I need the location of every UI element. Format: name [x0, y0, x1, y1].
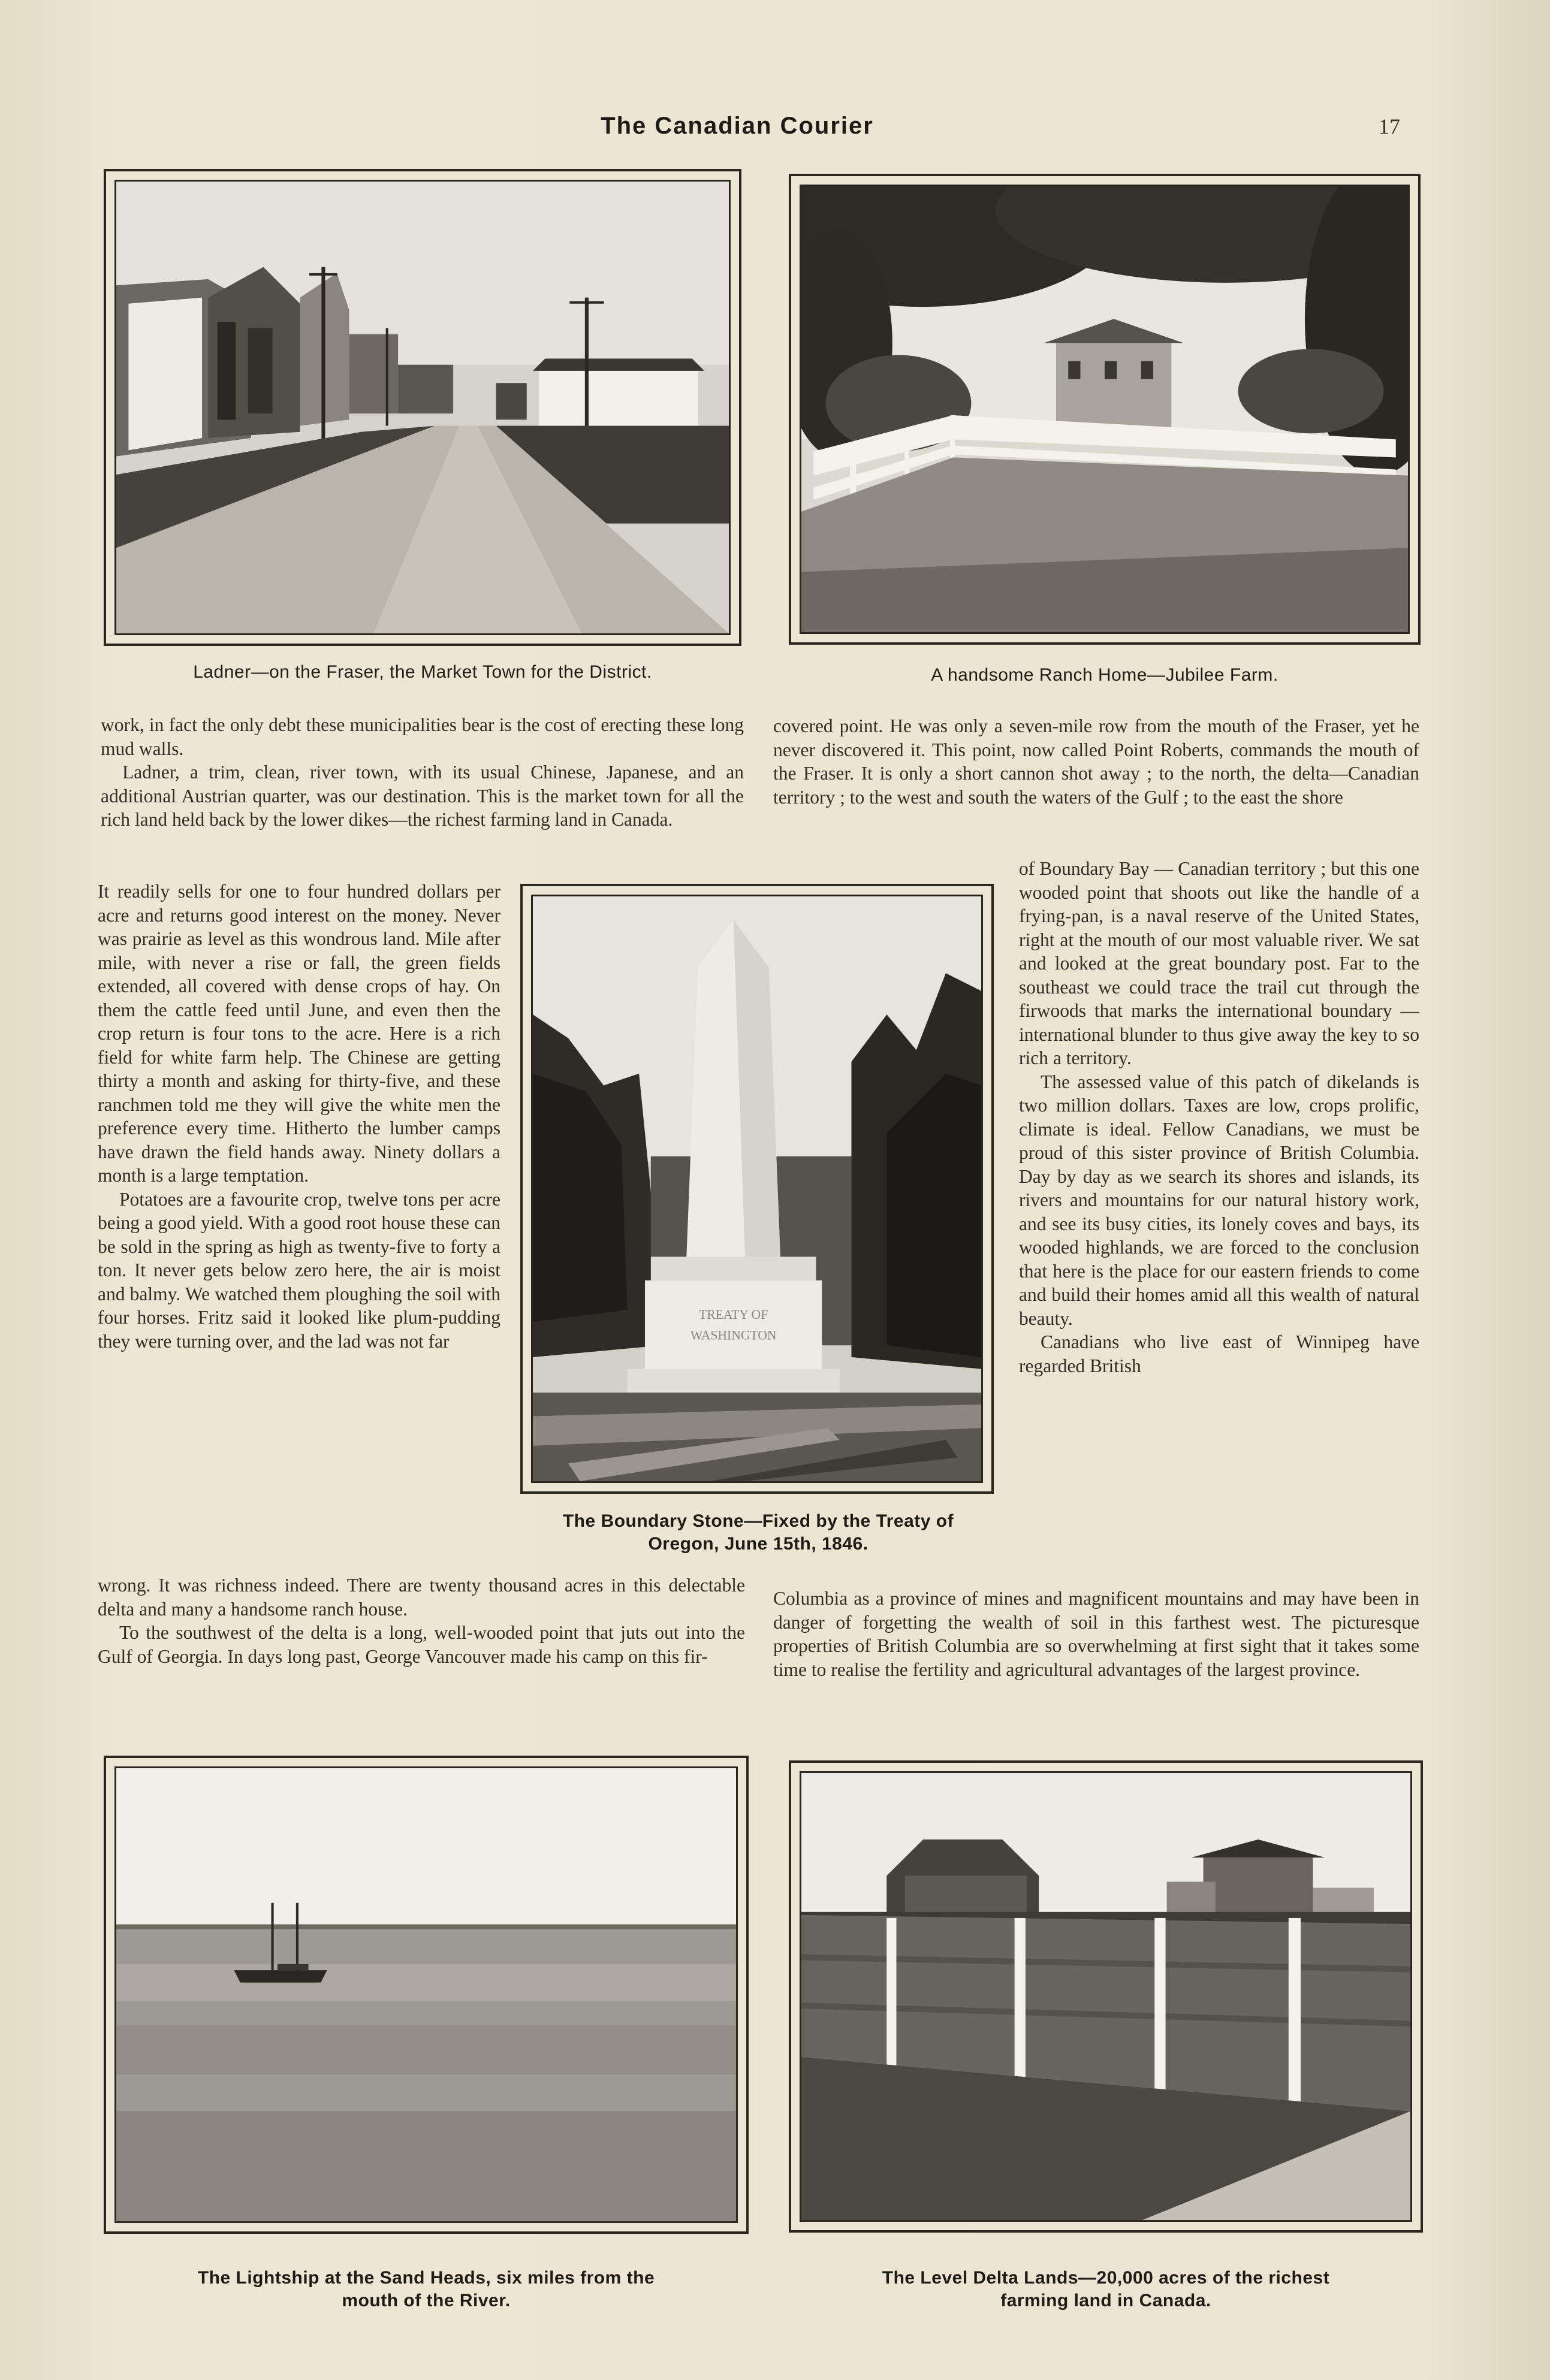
caption-delta-line1: The Level Delta Lands—20,000 acres of the richest — [882, 2268, 1330, 2288]
article-right-narrow — [1019, 857, 1419, 1378]
photo-boundary-frame — [520, 884, 994, 1494]
paragraph: To the southwest of the delta is a long, well-wooded point that juts out into the Gulf of Georgia. In days long past, George Vancouver made his camp on this fir- — [98, 1622, 745, 1667]
photo-ranch-frame — [789, 174, 1421, 645]
ladner-street-image — [116, 182, 729, 633]
caption-ranch: A handsome Ranch Home—Jubilee Farm. — [931, 665, 1278, 685]
paragraph: Ladner, a trim, clean, river town, with its usual Chinese, Japanese, and an additional Austrian quarter, was our destination. This is the market town for all the rich land held back by the lower dikes—the richest farming land in Canada. — [101, 762, 744, 830]
paragraph: of Boundary Bay — Canadian territory ; but this one wooded point that shoots out like the handle of a frying-pan, is a naval reserve of the United States, right at the mouth of our most valuable river. We sat and looked at the great boundary post. Far to the southeast we could trace the trail cut through the firwoods that marks the international boundary — international blunder to thus give away the key to so rich a territory. — [1019, 858, 1419, 1068]
photo-ladner — [114, 180, 731, 635]
paragraph: Potatoes are a favourite crop, twelve tons per acre being a good yield. With a good root house these can be sold in the spring as high as twenty-five to forty a ton. It never gets below zero here, the air is moist and balmy. We watched them ploughing the soil with four horses. Fritz said it looked like plum-pudding they were turning over, and the lad was not far — [98, 1188, 500, 1352]
photo-ladner-frame — [104, 169, 741, 646]
caption-boundary-line2: Oregon, June 15th, 1846. — [648, 1534, 869, 1554]
caption-lightship-line2: mouth of the River. — [342, 2291, 511, 2310]
paragraph: covered point. He was only a seven-mile row from the mouth of the Fraser, yet he never discovered it. This point, now called Point Roberts, commands the mouth of the Fraser. It is only a short cannon shot away ; to the north, the delta—Canadian territory ; to the west and south the waters of the Gulf ; to the east the shore — [773, 715, 1419, 808]
paragraph: It readily sells for one to four hundred dollars per acre and returns good interest on the money. Never was prairie as level as this wondrous land. Mile after mile, with never a rise or fall, the green fields extended, all covered with dense crops of hay. On them the cattle feed until June, and even then the crop return is four tons to the acre. Here is a rich field for white farm help. The Chinese are getting thirty a month and asking for thirty-five, and these ranchmen told me they will give the white men the preference every time. Hitherto the lumber camps have drawn the field hands away. Ninety dollars a month is a large temptation. — [98, 881, 500, 1186]
caption-lightship — [104, 2267, 749, 2312]
caption-boundary-line1: The Boundary Stone—Fixed by the Treaty of — [562, 1511, 954, 1531]
article-left-top — [101, 713, 744, 832]
page-header — [0, 113, 1550, 149]
photo-boundary — [531, 895, 983, 1483]
photo-lightship — [114, 1766, 738, 2223]
photo-delta — [800, 1771, 1412, 2222]
paragraph: work, in fact the only debt these municipalities bear is the cost of erecting these long mud walls. — [101, 714, 744, 759]
paragraph: wrong. It was richness indeed. There are twenty thousand acres in this delectable delta and many a handsome ranch house. — [98, 1575, 745, 1620]
caption-boundary — [515, 1510, 1001, 1556]
article-left-narrow — [98, 880, 500, 1353]
delta-lands-image — [801, 1773, 1410, 2220]
paragraph: Canadians who live east of Winnipeg have regarded British — [1019, 1331, 1419, 1376]
article-right-top — [773, 714, 1419, 809]
masthead-title: The Canadian Courier — [601, 113, 874, 139]
ranch-home-image — [801, 186, 1408, 632]
caption-ladner: Ladner—on the Fraser, the Market Town for the District. — [193, 662, 652, 682]
paragraph: The assessed value of this patch of dikelands is two million dollars. Taxes are low, crops prolific, climate is ideal. Fellow Canadians, we must be proud of this sister province of British Columbia. Day by day as we search its shores and islands, its rivers and mountains for our natural history work, and see its busy cities, its lonely coves and bays, its wooded highlands, we are forced to the conclusion that here is the place for our eastern friends to come and build their homes amid all this wealth of natural beauty. — [1019, 1071, 1419, 1329]
caption-delta-line2: farming land in Canada. — [1000, 2291, 1211, 2310]
boundary-stone-image — [533, 896, 981, 1481]
caption-lightship-line1: The Lightship at the Sand Heads, six miles from the — [197, 2268, 655, 2288]
photo-delta-frame — [789, 1760, 1423, 2233]
article-left-bottom — [98, 1573, 745, 1668]
stone-inscription-2: WASHINGTON — [690, 1328, 777, 1343]
article-right-bottom — [773, 1587, 1419, 1681]
page-number: 17 — [1379, 114, 1400, 138]
caption-delta — [789, 2267, 1423, 2312]
photo-lightship-frame — [104, 1756, 749, 2234]
lightship-image — [116, 1768, 736, 2221]
paragraph: Columbia as a province of mines and magnificent mountains and may have been in danger of forgetting the wealth of soil in this farthest west. The picturesque properties of British Columbia are so overwhelming at first sight that it takes some time to realise the fertility and agricultural advantages of the largest province. — [773, 1588, 1419, 1680]
stone-inscription-1: TREATY OF — [699, 1307, 768, 1322]
photo-ranch — [800, 185, 1410, 634]
